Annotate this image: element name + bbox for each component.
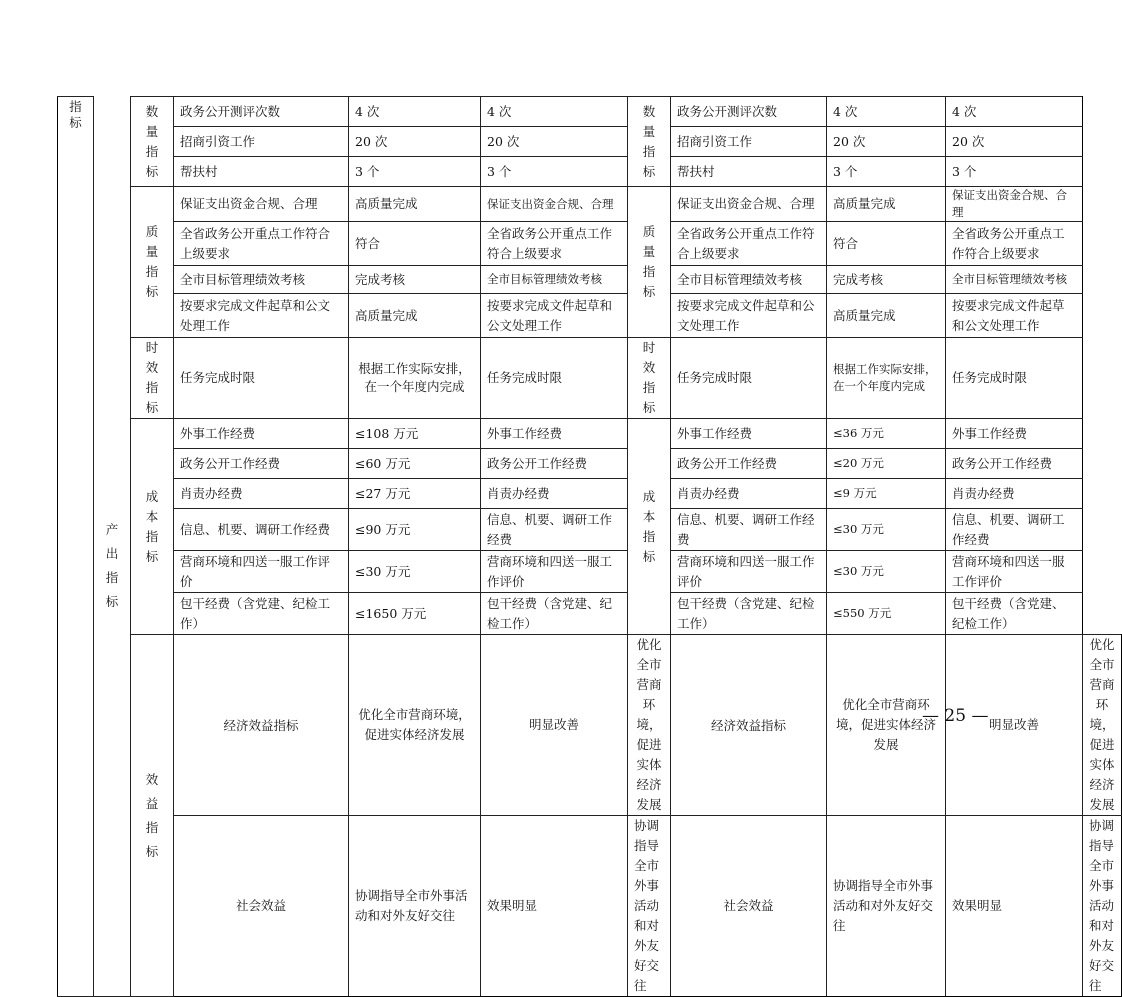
table-cell: 任务完成时限 [174,338,349,419]
table-cell: 根据工作实际安排，在一个年度内完成 [349,338,481,419]
table-cell: 政务公开工作经费 [946,449,1083,479]
table-cell: 营商环境和四送一服工作评价 [174,551,349,593]
table-cell: 4 次 [349,97,481,127]
table-cell: 协调指导全市外事活动和对外友好交往 [827,816,946,997]
table-cell: 优化全市营商环境，促进实体经济发展 [349,635,481,816]
table-cell: 包干经费（含党建、纪检工作） [174,593,349,635]
benefit-indicator-label: 效益指标 [131,635,174,997]
table-cell: 外事工作经费 [481,419,628,449]
table-cell: 保证支出资金合规、合理 [671,187,827,222]
cost-indicator-label-2: 成本指标 [628,419,671,635]
table-cell: 效果明显 [946,816,1083,997]
table-cell: ≤550 万元 [827,593,946,635]
table-cell: 全市目标管理绩效考核 [946,266,1083,294]
quality-indicator-label: 质量指标 [131,187,174,338]
table-cell: 肖责办经费 [174,479,349,509]
table-cell: 信息、机要、调研工作经费 [481,509,628,551]
table-cell: 全省政务公开重点工作符合上级要求 [174,222,349,266]
table-cell: 3 个 [827,157,946,187]
table-cell: 20 次 [946,127,1083,157]
table-cell: 政务公开工作经费 [671,449,827,479]
table-cell: 按要求完成文件起草和公文处理工作 [174,294,349,338]
table-cell: 根据工作实际安排，在一个年度内完成 [827,338,946,419]
table-cell: 20 次 [481,127,628,157]
table-cell: 完成考核 [349,266,481,294]
table-cell: ≤9 万元 [827,479,946,509]
economic-benefit-label-2: 经济效益指标 [671,635,827,816]
table-cell: 营商环境和四送一服工作评价 [946,551,1083,593]
level1-indicator-label: 指标 [58,97,94,997]
table-cell: 符合 [827,222,946,266]
table-cell: 政务公开测评次数 [671,97,827,127]
table-cell: 优化全市营商环境，促进实体经济发展 [827,635,946,816]
table-cell: 4 次 [827,97,946,127]
quality-indicator-label-2: 质量指标 [628,187,671,338]
table-cell: 招商引资工作 [671,127,827,157]
table-cell: 政务公开测评次数 [174,97,349,127]
table-cell: ≤27 万元 [349,479,481,509]
table-cell: 全市目标管理绩效考核 [671,266,827,294]
table-cell: 营商环境和四送一服工作评价 [481,551,628,593]
table-cell: 外事工作经费 [174,419,349,449]
table-cell: 协调指导全市外事活动和对外友好交往 [1083,816,1122,997]
cost-indicator-label: 成本指标 [131,419,174,635]
table-cell: 政务公开工作经费 [481,449,628,479]
table-cell: 任务完成时限 [946,338,1083,419]
table-cell: 按要求完成文件起草和公文处理工作 [671,294,827,338]
table-cell: 包干经费（含党建、纪检工作） [671,593,827,635]
table-cell: ≤1650 万元 [349,593,481,635]
table-cell: 高质量完成 [827,294,946,338]
table-cell: 保证支出资金合规、合理 [946,187,1083,222]
table-cell: ≤36 万元 [827,419,946,449]
table-cell: 明显改善 [481,635,628,816]
quantity-indicator-label: 数量指标 [131,97,174,187]
table-cell: 20 次 [349,127,481,157]
timeliness-indicator-label: 时效指标 [131,338,174,419]
performance-indicator-table [57,96,1122,997]
table-cell: 4 次 [946,97,1083,127]
table-cell: 保证支出资金合规、合理 [174,187,349,222]
table-cell: ≤90 万元 [349,509,481,551]
table-cell: 任务完成时限 [481,338,628,419]
table-cell: 全市目标管理绩效考核 [481,266,628,294]
social-benefit-label-2: 社会效益 [671,816,827,997]
table-cell: 协调指导全市外事活动和对外友好交往 [628,816,671,997]
economic-benefit-label: 经济效益指标 [174,635,349,816]
table-cell: 政务公开工作经费 [174,449,349,479]
table-cell: 高质量完成 [349,294,481,338]
table-cell: 优化全市营商环境，促进实体经济发展 [1083,635,1122,816]
table-cell: 按要求完成文件起草和公文处理工作 [946,294,1083,338]
table-cell: 营商环境和四送一服工作评价 [671,551,827,593]
table-cell: 优化全市营商环境，促进实体经济发展 [628,635,671,816]
page-number: — 25 — [922,706,989,726]
table-cell: 全省政务公开重点工作符合上级要求 [481,222,628,266]
table-cell: ≤108 万元 [349,419,481,449]
table-cell: 肖责办经费 [946,479,1083,509]
social-benefit-label: 社会效益 [174,816,349,997]
table-cell: 效果明显 [481,816,628,997]
table-cell: 20 次 [827,127,946,157]
quantity-indicator-label-2: 数量指标 [628,97,671,187]
table-cell: ≤60 万元 [349,449,481,479]
table-cell: 全省政务公开重点工作符合上级要求 [946,222,1083,266]
table-cell: ≤30 万元 [827,509,946,551]
table-cell: 明显改善 [946,635,1083,816]
table-cell: 3 个 [481,157,628,187]
table-cell: 完成考核 [827,266,946,294]
table-cell: 帮扶村 [174,157,349,187]
table-cell: 帮扶村 [671,157,827,187]
table-cell: 3 个 [349,157,481,187]
table-cell: 协调指导全市外事活动和对外友好交往 [349,816,481,997]
timeliness-indicator-label-2: 时效指标 [628,338,671,419]
table-cell: 按要求完成文件起草和公文处理工作 [481,294,628,338]
table-cell: 肖责办经费 [481,479,628,509]
table-cell: ≤30 万元 [827,551,946,593]
table-cell: 信息、机要、调研工作经费 [174,509,349,551]
table-cell: ≤30 万元 [349,551,481,593]
table-cell: 全省政务公开重点工作符合上级要求 [671,222,827,266]
table-cell: 肖责办经费 [671,479,827,509]
table-cell: 4 次 [481,97,628,127]
output-indicator-label: 产出指标 [94,97,131,997]
table-cell: 3 个 [946,157,1083,187]
table-cell: 包干经费（含党建、纪检工作） [946,593,1083,635]
table-cell: 保证支出资金合规、合理 [481,187,628,222]
table-cell: 包干经费（含党建、纪检工作） [481,593,628,635]
table-cell: ≤20 万元 [827,449,946,479]
table-cell: 任务完成时限 [671,338,827,419]
table-cell: 全市目标管理绩效考核 [174,266,349,294]
table-cell: 信息、机要、调研工作经费 [946,509,1083,551]
table-cell: 符合 [349,222,481,266]
table-cell: 外事工作经费 [946,419,1083,449]
table-cell: 外事工作经费 [671,419,827,449]
table-cell: 信息、机要、调研工作经费 [671,509,827,551]
table-cell: 招商引资工作 [174,127,349,157]
table-cell: 高质量完成 [827,187,946,222]
table-cell: 高质量完成 [349,187,481,222]
